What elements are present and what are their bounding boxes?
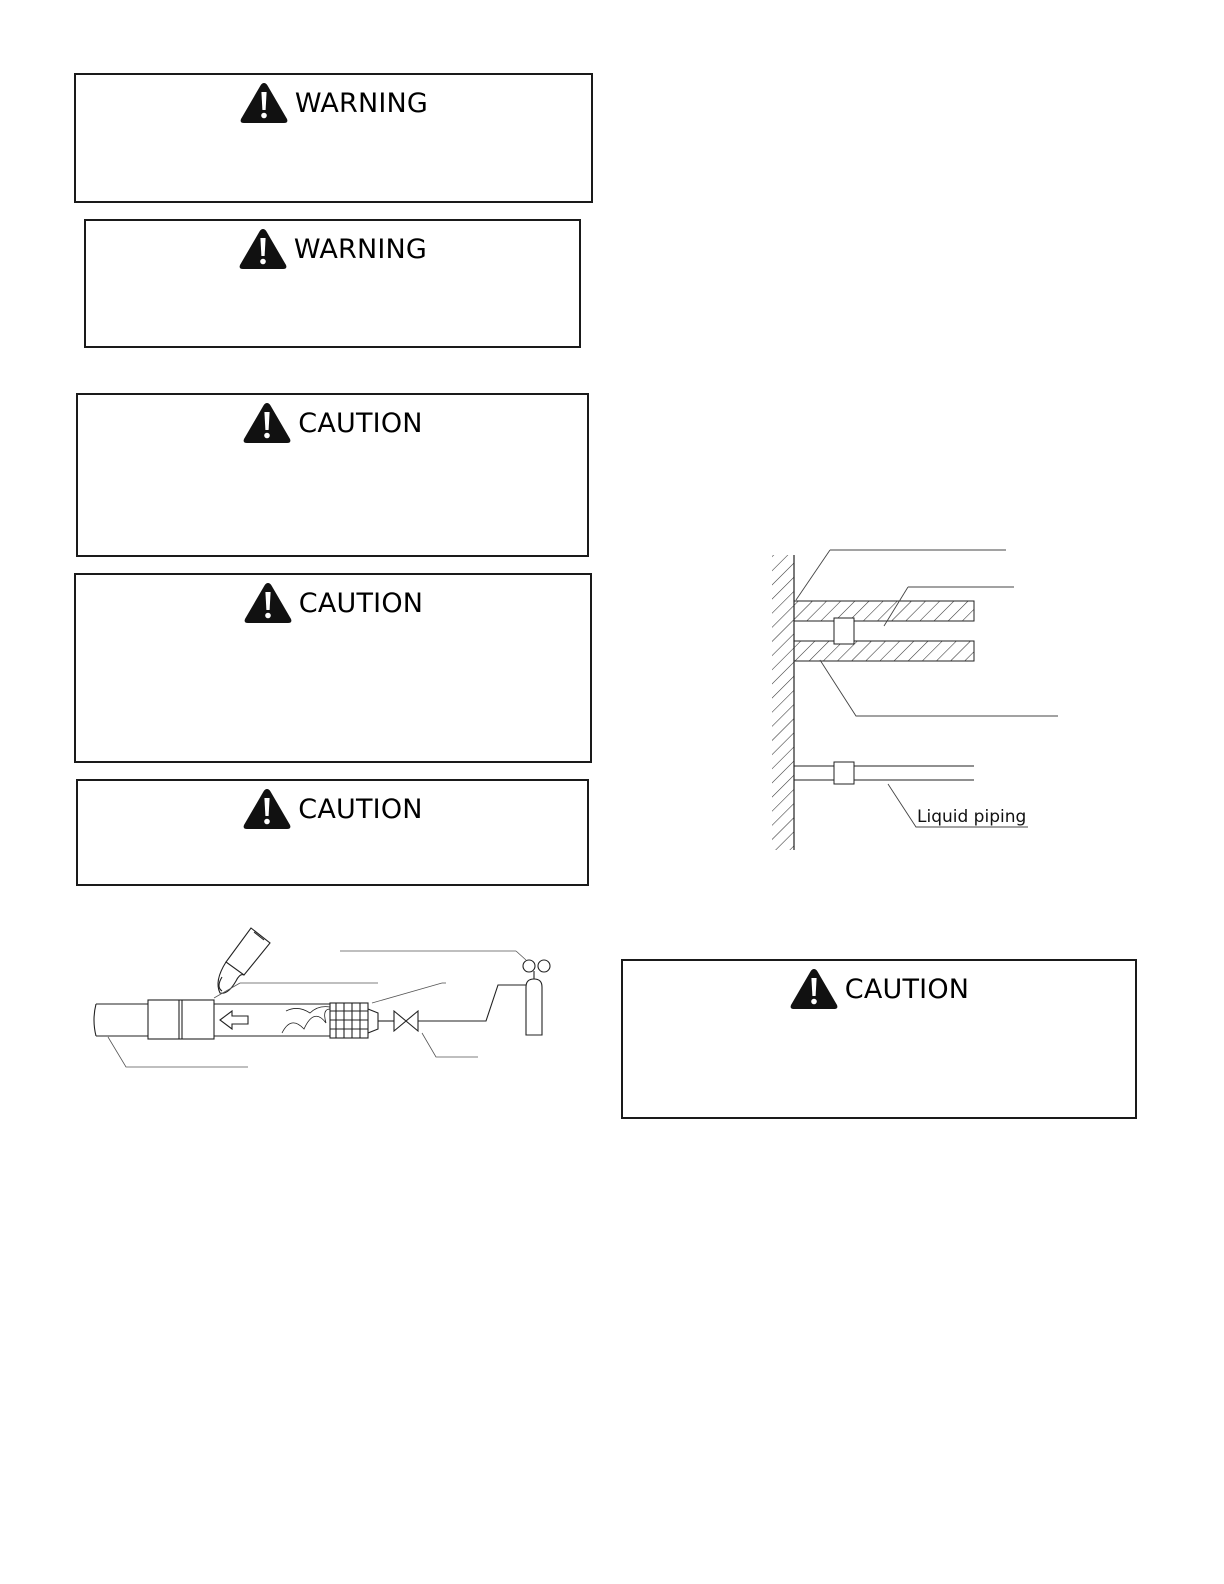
warning-label: WARNING bbox=[294, 87, 429, 119]
warning-notice-1 bbox=[74, 73, 593, 203]
caution-header bbox=[76, 575, 590, 631]
exclamation-triangle-icon bbox=[238, 227, 288, 271]
pressure-gauge-icon bbox=[538, 960, 550, 972]
caution-header bbox=[78, 781, 587, 837]
caution-label: CAUTION bbox=[298, 587, 424, 619]
caution-notice-4 bbox=[621, 959, 1137, 1119]
liquid-piping-label: Liquid piping bbox=[917, 807, 1027, 827]
caution-notice-1 bbox=[76, 393, 589, 557]
wall bbox=[772, 555, 794, 850]
warning-header bbox=[86, 221, 579, 277]
brazing-torch-icon bbox=[226, 928, 270, 975]
exclamation-triangle-icon bbox=[243, 581, 293, 625]
pipe-insulation-bottom bbox=[794, 641, 974, 661]
caution-label: CAUTION bbox=[298, 407, 423, 439]
warning-notice-2 bbox=[84, 219, 581, 348]
nitrogen-flow bbox=[282, 1009, 330, 1033]
caution-notice-2 bbox=[74, 573, 592, 763]
brazing-nitrogen-figure bbox=[86, 925, 566, 1075]
warning-header bbox=[76, 75, 591, 131]
flow-arrow-icon bbox=[220, 1011, 248, 1029]
caution-header bbox=[78, 395, 587, 451]
exclamation-triangle-icon bbox=[242, 787, 292, 831]
pipe-insulation-figure bbox=[760, 540, 1070, 860]
warning-label: WARNING bbox=[293, 233, 428, 265]
pipe-insulation-top bbox=[794, 601, 974, 621]
nitrogen-cylinder-icon bbox=[526, 979, 542, 1035]
nitrogen-hose bbox=[418, 985, 526, 1021]
exclamation-triangle-icon bbox=[789, 967, 839, 1011]
liquid-pipe-fitting bbox=[834, 762, 854, 784]
exclamation-triangle-icon bbox=[242, 401, 292, 445]
gas-pipe-fitting bbox=[834, 618, 854, 644]
caution-notice-3 bbox=[76, 779, 589, 886]
caution-label: CAUTION bbox=[844, 973, 970, 1005]
exclamation-triangle-icon bbox=[239, 81, 289, 125]
pressure-gauge-icon bbox=[523, 960, 535, 972]
valve-icon bbox=[394, 1011, 418, 1031]
caution-label: CAUTION bbox=[298, 793, 423, 825]
pipe-joint bbox=[148, 1000, 214, 1039]
caution-header bbox=[623, 961, 1135, 1017]
